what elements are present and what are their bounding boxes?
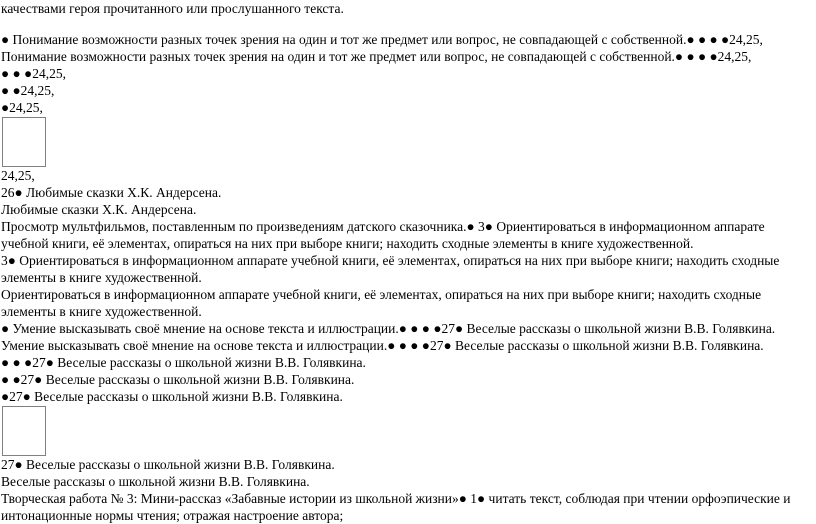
text-line: ●27● Веселые рассказы о школьной жизни В.В. Голявкина.	[1, 389, 343, 404]
text-line: ● Понимание возможности разных точек зрения на один и тот же предмет или вопрос, не совпадающей с собственной.● ● ● ●24,25,	[1, 32, 763, 47]
text-line: ● ●27● Веселые рассказы о школьной жизни В.В. Голявкина.	[1, 372, 355, 387]
text-line: Любимые сказки Х.К. Андерсена.	[1, 202, 197, 217]
text-paragraph: Творческая работа № 3: Мини-рассказ «Забавные истории из школьной жизни»● 1● читать текст, соблюдая при чтении орфоэпические и интонационные нормы чтения; отражая настроение автора;	[1, 491, 791, 523]
text-paragraph: Просмотр мультфильмов, поставленным по произведениям датского сказочника.● 3● Ориентироваться в информационном аппарате учебной книги, её элементах, опираться на них при выборе книги; находить сходные элементы в книге художественной.	[1, 219, 765, 251]
blank-line	[1, 17, 813, 31]
text-paragraph: 3● Ориентироваться в информационном аппарате учебной книги, её элементах, опираться на них при выборе книги; находить сходные элементы в книге художественной.	[1, 253, 780, 285]
document-body	[1, 0, 813, 524]
text-line: ● ●24,25,	[1, 83, 55, 98]
empty-frame-box	[2, 117, 46, 167]
text-line: Понимание возможности разных точек зрения на один и тот же предмет или вопрос, не совпадающей с собственной.● ● ● ●24,25,	[1, 49, 752, 64]
text-line: ●24,25,	[1, 100, 43, 115]
empty-frame-box	[2, 406, 46, 456]
text-line: 26● Любимые сказки Х.К. Андерсена.	[1, 185, 222, 200]
text-line: 24,25,	[1, 168, 35, 183]
text-line: ● ● ●24,25,	[1, 66, 66, 81]
text-line: ● Умение высказывать своё мнение на основе текста и иллюстрации.● ● ● ●27● Веселые рассказы о школьной жизни В.В. Голявкина.	[1, 321, 776, 336]
text-line: Веселые рассказы о школьной жизни В.В. Голявкина.	[1, 474, 310, 489]
text-line: качествами героя прочитанного или прослушанного текста.	[1, 1, 344, 16]
text-line: ● ● ●27● Веселые рассказы о школьной жизни В.В. Голявкина.	[1, 355, 366, 370]
text-line: Умение высказывать своё мнение на основе текста и иллюстрации.● ● ● ●27● Веселые рассказы о школьной жизни В.В. Голявкина.	[1, 338, 764, 353]
text-line: 27● Веселые рассказы о школьной жизни В.В. Голявкина.	[1, 457, 335, 472]
text-paragraph: Ориентироваться в информационном аппарате учебной книги, её элементах, опираться на них при выборе книги; находить сходные элементы в книге художественной.	[1, 287, 762, 319]
